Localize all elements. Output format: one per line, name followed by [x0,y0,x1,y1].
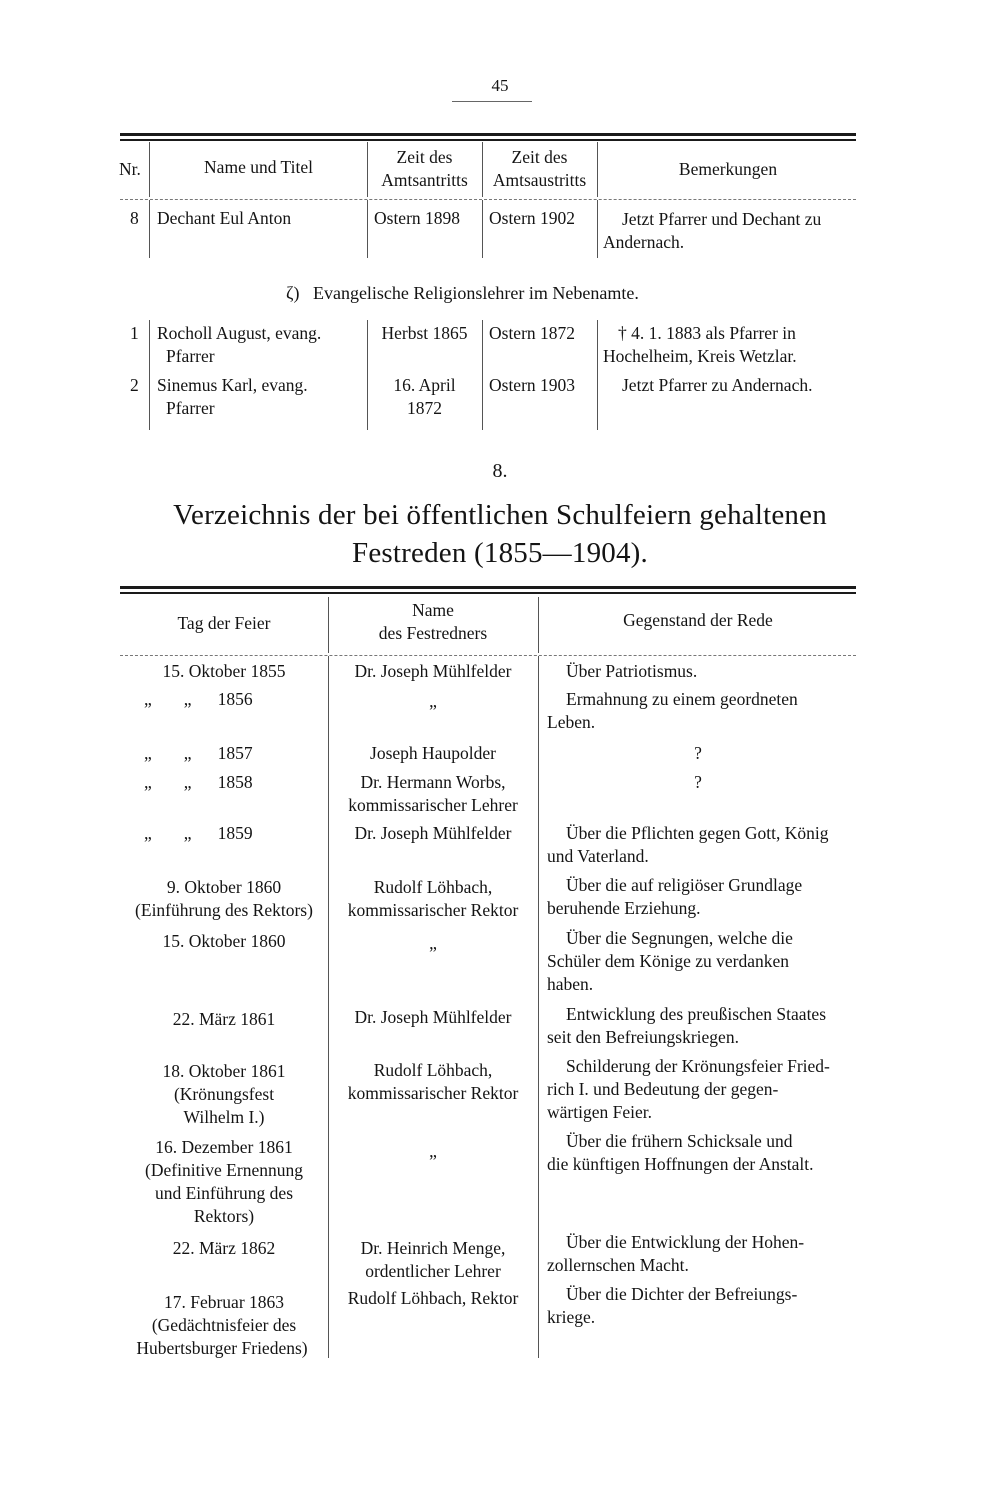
row-date-line1: 16. Dezember 1861 [155,1137,293,1157]
row-topic-line1: Über die Dichter der Befreiungs- [566,1284,798,1304]
table1-header-end-line2: Amtsaustritts [492,170,587,190]
row-date-line4: Rektors) [193,1206,255,1226]
row-speaker: Dr. Joseph Mühlfelder [354,661,512,681]
row-topic-line3: haben. [547,974,594,994]
row-topic-line2: zollernschen Macht. [547,1255,689,1275]
row-speaker-line2: kommissarischer Lehrer [348,795,518,815]
row-date-line3: Hubertsburger Friedens) [136,1338,308,1358]
row-date-ditto [144,688,253,711]
row-year: 1859 [217,823,253,843]
row-name-line1: Sinemus Karl, evang. [157,375,308,395]
row-start: Ostern 1898 [374,208,461,228]
row-topic-line1: Über die Pflichten gegen Gott, König [566,823,829,843]
row-speaker-line1: Dr. Heinrich Menge, [360,1238,506,1258]
row-nr: 2 [130,375,139,395]
row-date-line2: (Gedächtnisfeier des [151,1315,297,1335]
ditto-mark: „ [183,823,192,843]
table2-header-speaker-line1: Name [412,600,454,620]
section-zeta-heading [286,282,639,305]
section-zeta-marker: ζ) [286,283,300,303]
row-start-line2: 1872 [407,398,442,418]
row-date-ditto [144,742,253,765]
section-title-line2: Festreden (1855—1904). [352,537,648,569]
row-topic-line1: Über die frühern Schicksale und [566,1131,793,1151]
table2-header-topic: Gegenstand der Rede [623,610,773,630]
row-year: 1858 [217,772,253,792]
table2-header-speaker-line2: des Festredners [378,623,488,643]
table1-header-start-line2: Amtsantritts [381,170,468,190]
table1-col-divider [367,200,368,258]
row-name: Dechant Eul Anton [157,208,292,228]
table2-col-divider [538,597,539,653]
ditto-mark: „ [183,689,192,709]
row-name-line2: Pfarrer [166,346,215,366]
table2-col-divider [538,656,539,1358]
row-nr: 1 [130,323,139,343]
row-remarks-line2: Andernach. [603,232,685,252]
ditto-mark: „ [183,743,192,763]
section-title-line1: Verzeichnis der bei öffentlichen Schulfeiern gehaltenen [173,499,827,531]
row-remarks-line1: Jetzt Pfarrer und Dechant zu [622,209,822,229]
table1-header-name: Name und Titel [204,157,313,177]
table1-header-rule [120,199,856,200]
row-topic-line2: Leben. [547,712,596,732]
row-topic-line1: Über die Segnungen, welche die [566,928,793,948]
table1-header-end-line1: Zeit des [511,147,568,167]
row-topic-line1: Schilderung der Krönungsfeier Fried- [566,1056,830,1076]
row-speaker-line1: Rudolf Löhbach, [373,1060,493,1080]
table1-top-rule [120,133,856,141]
ditto-mark: „ [144,689,152,709]
row-topic-line2: und Vaterland. [547,846,649,866]
page-number-rule [452,101,532,102]
row-date-line2: (Definitive Ernennung [145,1160,303,1180]
table1-col-divider [597,200,598,258]
row-topic-line1: Über die Entwicklung der Hohen- [566,1232,805,1252]
table1-header-remarks: Bemerkungen [678,159,778,179]
row-remarks-line2: Hochelheim, Kreis Wetzlar. [603,346,797,366]
row-remarks-line1: Jetzt Pfarrer zu Andernach. [622,375,813,395]
row-speaker-line1: Dr. Hermann Worbs, [360,772,506,792]
table2-header-rule [120,655,856,656]
row-speaker-line1: Rudolf Löhbach, [373,877,493,897]
row-speaker-ditto: „ [429,933,437,953]
row-speaker: Rudolf Löhbach, Rektor [347,1288,519,1308]
row-topic-line2: die künftigen Hoffnungen der Anstalt. [547,1154,814,1174]
row-speaker: Dr. Joseph Mühlfelder [354,1007,512,1027]
row-topic-line1: Ermahnung zu einem geordneten [566,689,798,709]
row-speaker-ditto: „ [429,691,437,711]
row-name-line2: Pfarrer [166,398,215,418]
row-speaker: Joseph Haupolder [370,743,496,763]
row-name-line1: Rocholl August, evang. [157,323,322,343]
ditto-mark: „ [144,772,152,792]
table2-header-date: Tag der Feier [177,613,271,633]
page-number: 45 [491,76,509,95]
row-date: 22. März 1861 [172,1009,276,1029]
row-topic-line2: kriege. [547,1307,596,1327]
ditto-mark: „ [144,743,152,763]
table1-header-nr: Nr. [119,159,141,179]
table1-header-start-line1: Zeit des [396,147,453,167]
row-start-line1: 16. April [393,375,456,395]
row-topic-line2: rich I. und Bedeutung der gegen- [547,1079,779,1099]
section-zeta-title: Evangelische Religionslehrer im Nebenamte. [312,283,639,303]
row-end: Ostern 1903 [489,375,576,395]
row-topic-line1: Entwicklung des preußischen Staates [566,1004,827,1024]
zeta-col-divider [149,320,150,430]
row-year: 1857 [217,743,253,763]
row-end: Ostern 1872 [489,323,576,343]
section-number: 8. [492,460,508,482]
row-topic-line2: beruhende Erziehung. [547,898,701,918]
row-speaker-line2: kommissarischer Rektor [347,1083,519,1103]
table1-col-divider [149,200,150,258]
row-topic: Über Patriotismus. [566,661,698,681]
row-topic-line1: Über die auf religiöser Grundlage [566,875,803,895]
row-speaker: Dr. Joseph Mühlfelder [354,823,512,843]
row-speaker-line2: kommissarischer Rektor [347,900,519,920]
row-date: 15. Oktober 1860 [162,931,286,951]
row-topic-line3: wärtigen Feier. [547,1102,652,1122]
row-date: 15. Oktober 1855 [162,661,286,681]
row-topic: ? [694,743,702,763]
table1-col-divider [482,200,483,258]
zeta-col-divider [597,320,598,430]
ditto-mark: „ [144,823,152,843]
row-speaker-line2: ordentlicher Lehrer [365,1261,501,1281]
row-date-line2: (Krönungsfest [173,1084,275,1104]
row-date-line2: (Einführung des Rektors) [135,900,313,920]
row-start: Herbst 1865 [381,323,468,343]
table2-top-rule [120,586,856,594]
row-topic: ? [694,772,702,792]
row-date: 22. März 1862 [172,1238,276,1258]
row-date-line1: 9. Oktober 1860 [166,877,282,897]
row-year: 1856 [217,689,253,709]
row-date-line3: und Einführung des [154,1183,294,1203]
zeta-col-divider [482,320,483,430]
row-speaker-ditto: „ [429,1141,437,1161]
row-date-line1: 17. Februar 1863 [163,1292,285,1312]
ditto-mark: „ [183,772,192,792]
row-date-line3: Wilhelm I.) [183,1107,265,1127]
row-nr: 8 [130,208,139,228]
row-topic-line2: Schüler dem Könige zu verdanken [547,951,790,971]
row-end: Ostern 1902 [489,208,576,228]
row-remarks-line1: † 4. 1. 1883 als Pfarrer in [618,323,796,343]
row-date-line1: 18. Oktober 1861 [162,1061,286,1081]
row-topic-line2: seit den Befreiungskriegen. [547,1027,739,1047]
row-date-ditto [144,822,253,845]
row-date-ditto [144,771,253,794]
